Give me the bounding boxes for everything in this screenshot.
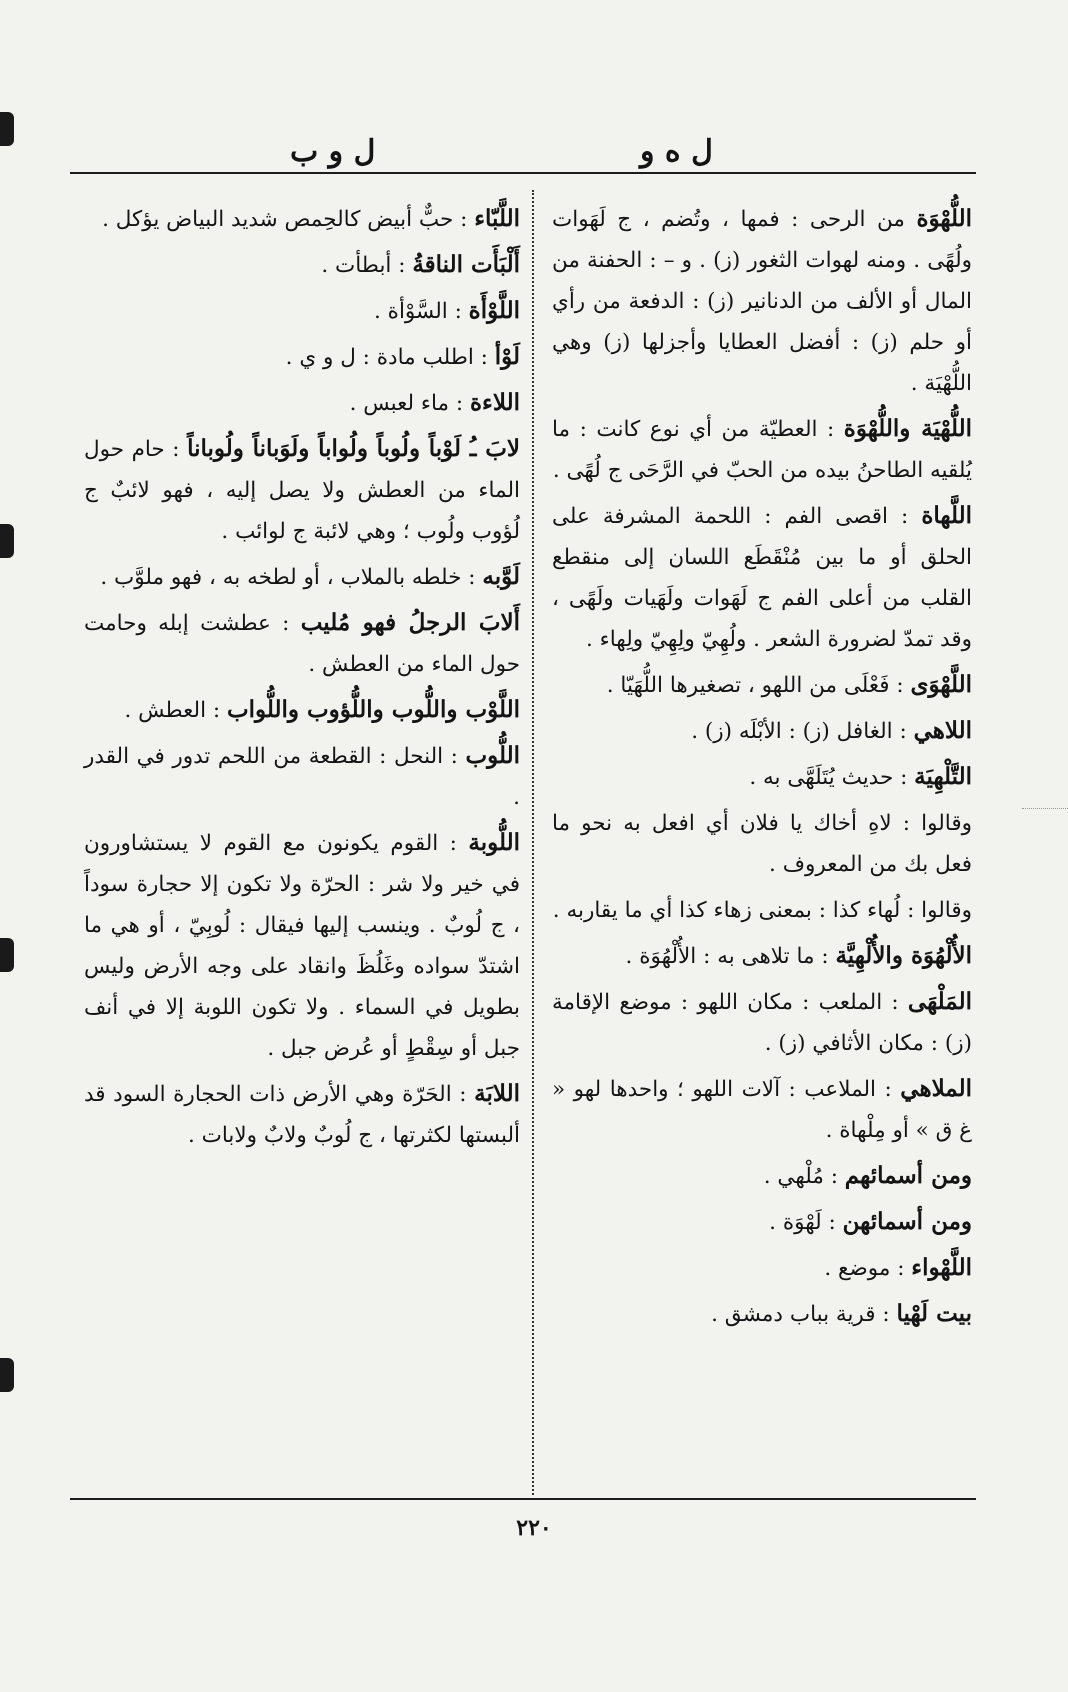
entry-definition: : العطيّة من أي نوع كانت : ما يُلقيه الطاحنُ بيده من الحبّ في الرَّحَى ج لُهًى . bbox=[552, 417, 972, 483]
dictionary-entry bbox=[552, 1201, 972, 1243]
entry-definition: : ماء لعبس . bbox=[349, 391, 470, 416]
dictionary-entry bbox=[552, 495, 972, 660]
dictionary-entry bbox=[552, 981, 972, 1064]
entry-definition: : حام حول الماء من العطش ولا يصل إليه ، فهو لائبٌ ج لُؤوب ولُوب ؛ وهي لائبة ج لوائب . bbox=[84, 437, 520, 544]
entry-definition: من الرحى : فمها ، وتُضم ، ج لَهَوات ولُهًى . ومنه لهوات الثغور (ز) . و – : الحفنة من المال أو الألف من الدنانير (ز) : الدفعة من رأي أو حلم (ز) : أفضل العطايا وأجزلها (ز) وهي اللُّهْيَة . bbox=[552, 207, 972, 396]
scan-speck bbox=[1022, 808, 1068, 810]
entry-definition: : لَهْوَة . bbox=[769, 1210, 843, 1235]
entry-headword: اللَّهاة bbox=[921, 502, 972, 529]
scan-edge-mark bbox=[0, 524, 14, 558]
dictionary-entry bbox=[84, 556, 520, 598]
entry-definition: : اطلب مادة : ل و ي . bbox=[285, 345, 495, 370]
entry-definition: : حبٌّ أبيض كالحِمص شديد البياض يؤكل . bbox=[102, 207, 475, 232]
dictionary-entry bbox=[84, 1073, 520, 1156]
entry-definition: : موضع . bbox=[824, 1256, 912, 1281]
scan-edge-mark bbox=[0, 1358, 14, 1392]
entry-headword: اللُّوب bbox=[465, 742, 520, 769]
header-root-left: ل و ب bbox=[290, 134, 376, 169]
entry-definition: : الحَرّة وهي الأرض ذات الحجارة السود قد ألبستها لكثرتها ، ج لُوبٌ ولابٌ ولابات . bbox=[84, 1082, 520, 1148]
scan-edge-mark bbox=[0, 112, 14, 146]
entry-headword: أَلْبَأَت الناقةُ bbox=[412, 251, 520, 278]
dictionary-entry bbox=[552, 935, 972, 977]
entry-definition: : حديث يُتَلَهَّى به . bbox=[749, 765, 915, 790]
dictionary-entry bbox=[84, 244, 520, 286]
entry-definition: : قرية بباب دمشق . bbox=[711, 1302, 897, 1327]
dictionary-entry bbox=[552, 1293, 972, 1335]
entry-headword: ومن أسمائهن bbox=[842, 1208, 972, 1235]
entry-headword: الملاهي bbox=[900, 1075, 972, 1102]
entry-headword: المَلْهَى bbox=[907, 988, 972, 1015]
dictionary-entry bbox=[552, 408, 972, 491]
dictionary-entry bbox=[84, 336, 520, 378]
entry-headword: اللَّبّاء bbox=[474, 205, 520, 232]
dictionary-entry bbox=[552, 710, 972, 752]
entry-definition: : فَعْلَى من اللهو ، تصغيرها اللُّهَيّا . bbox=[606, 673, 911, 698]
column-divider bbox=[532, 190, 534, 1495]
dictionary-entry bbox=[552, 198, 972, 404]
entry-definition: : خلطه بالملاب ، أو لطخه به ، فهو ملوَّب . bbox=[100, 565, 483, 590]
entry-headword: اللُّهْوَة bbox=[916, 205, 972, 232]
entry-headword: الأُلْهُوَة والأُلْهِيَّة bbox=[835, 942, 972, 969]
entry-definition: وقالوا : لُهاء كذا : بمعنى زهاء كذا أي ما يقاربه . bbox=[552, 898, 972, 923]
page-number: ٢٢٠ bbox=[516, 1515, 552, 1541]
entry-definition: : الغافل (ز) : الأبْلَه (ز) . bbox=[691, 719, 914, 744]
entry-headword: اللُّهْيَة واللُّهْوَة bbox=[843, 415, 972, 442]
dictionary-entry bbox=[84, 822, 520, 1069]
dictionary-entry bbox=[552, 802, 972, 885]
entry-headword: اللَّوْب واللُّوب واللُّؤوب واللُّواب bbox=[226, 696, 520, 723]
entry-headword: اللَّهْواء bbox=[911, 1254, 972, 1281]
entry-headword: اللاءة bbox=[470, 389, 520, 416]
entry-headword: أَلابَ الرجلُ فهو مُليب bbox=[300, 609, 521, 636]
dictionary-entry bbox=[552, 889, 972, 931]
left-column bbox=[84, 198, 520, 1160]
dictionary-entry bbox=[552, 1068, 972, 1151]
right-column bbox=[552, 198, 972, 1339]
header-rule bbox=[70, 172, 976, 174]
entry-definition: : الملعب : مكان اللهو : موضع الإقامة (ز) : مكان الأثافي (ز) . bbox=[552, 990, 972, 1056]
entry-definition: : النحل : القطعة من اللحم تدور في القدر . bbox=[84, 744, 520, 810]
entry-headword: اللاهي bbox=[913, 717, 972, 744]
entry-definition: : العطش . bbox=[124, 698, 227, 723]
dictionary-entry bbox=[84, 689, 520, 731]
dictionary-entry bbox=[84, 735, 520, 818]
scan-edge-mark bbox=[0, 938, 14, 972]
entry-headword: التَّلْهِيَة bbox=[914, 763, 972, 790]
entry-definition: : السَّوْأة . bbox=[374, 299, 469, 324]
dictionary-entry bbox=[552, 1155, 972, 1197]
footer-rule bbox=[70, 1498, 976, 1500]
entry-headword: اللُّوبة bbox=[468, 829, 520, 856]
entry-definition: : أبطأت . bbox=[321, 253, 413, 278]
entry-headword: اللابَة bbox=[474, 1080, 520, 1107]
entry-headword: بيت لَهْيا bbox=[896, 1300, 972, 1327]
entry-headword: لَوْأ bbox=[494, 343, 520, 370]
dictionary-entry bbox=[84, 198, 520, 240]
entry-headword: لَوَّبه bbox=[482, 563, 520, 590]
entry-headword: ومن أسمائهم bbox=[844, 1162, 972, 1189]
entry-definition: : الملاعب : آلات اللهو ؛ واحدها لهو « غ ق » أو مِلْهاة . bbox=[552, 1077, 972, 1143]
dictionary-entry bbox=[84, 382, 520, 424]
entry-definition: : ما تلاهى به : الأُلْهُوَة . bbox=[625, 944, 836, 969]
entry-definition: : مُلْهي . bbox=[763, 1164, 845, 1189]
entry-definition: وقالوا : لاهِ أخاك يا فلان أي افعل به نحو ما فعل بك من المعروف . bbox=[552, 811, 972, 877]
dictionary-entry bbox=[552, 664, 972, 706]
entry-definition: : اقصى الفم : اللحمة المشرفة على الحلق أو ما بين مُنْقَطَع اللسان إلى منقطع القلب من أعلى الفم ج لَهَوات ولَهَيات ولَهًى ، وقد تمدّ لضرورة الشعر . ولُهِيّ ولِهِيّ ولِهاء . bbox=[552, 504, 972, 652]
dictionary-entry bbox=[84, 428, 520, 552]
entry-headword: اللَّوْأَة bbox=[468, 297, 520, 324]
entry-definition: : القوم يكونون مع القوم لا يستشاورون في خير ولا شر : الحرّة ولا تكون إلا حجارة سوداً ، ج لُوبٌ . وينسب إليها فيقال : لُوبِيّ ، أو هي ما اشتدّ سواده وغَلُظَ وانقاد على وجه الأرض وليس بطويل في السماء . ولا تكون اللوبة إلا في أنف جبل أو سِقْطٍ أو عُرض جبل . bbox=[84, 831, 520, 1061]
dictionary-entry bbox=[84, 602, 520, 685]
dictionary-entry bbox=[552, 1247, 972, 1289]
entry-headword: لابَ ـُ لَوْباً ولُوباً ولُواباً ولَوَباناً ولُوباناً bbox=[187, 435, 521, 462]
entry-headword: اللَّهْوَى bbox=[910, 671, 972, 698]
dictionary-entry bbox=[552, 756, 972, 798]
entry-definition: : عطشت إبله وحامت حول الماء من العطش . bbox=[84, 611, 520, 677]
header-root-right: ل ه و bbox=[640, 134, 713, 169]
dictionary-entry bbox=[84, 290, 520, 332]
